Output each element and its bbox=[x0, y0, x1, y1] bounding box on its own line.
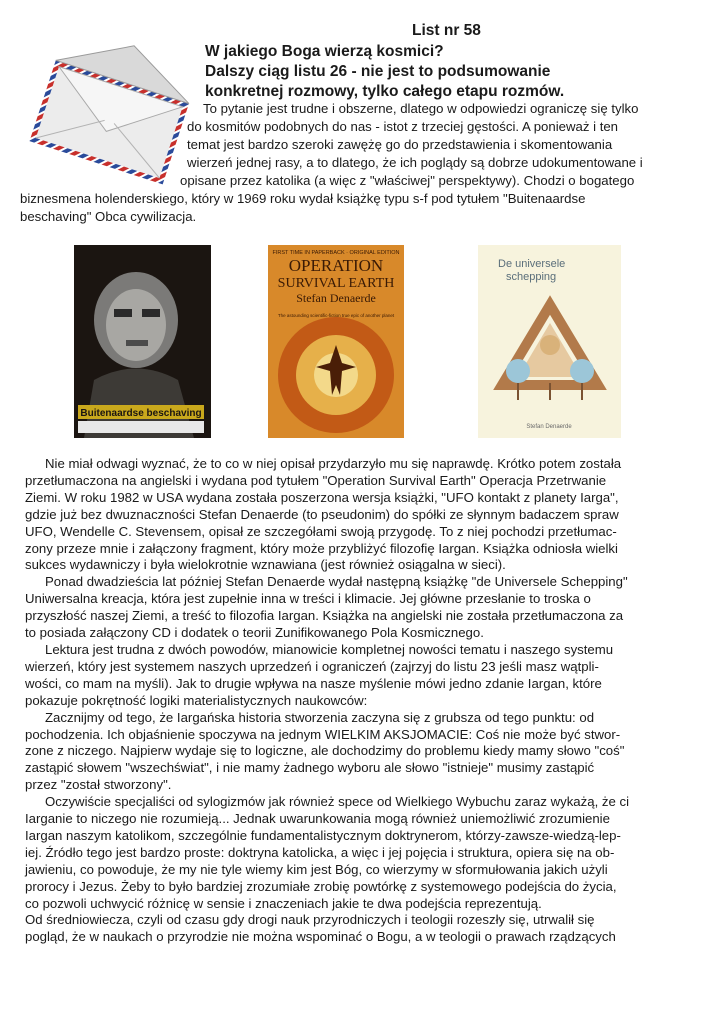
letter-title bbox=[205, 42, 705, 102]
text-line: pokazuje pokrętność logiki materialistycznych naukowców: bbox=[25, 692, 368, 708]
text-line: Oczywiście specjaliści od sylogizmów jak również spece od Wielkiego Wybuchu zaraz wykażą, że ci bbox=[45, 794, 630, 810]
text-line: pogląd, że w naukach o przyrodzie nie można wspominać o Bogu, a w teologii o prawach rządzących bbox=[25, 929, 616, 945]
text-line: To pytanie jest trudne i obszerne, dlatego w odpowiedzi ograniczę się tylko bbox=[203, 101, 639, 116]
text-line: UFO, Wendelle C. Stevensem, opisał ze szczegółami swoją przygodę. To z niej pochodzi przetłumac- bbox=[25, 523, 617, 539]
text-line: zony przeze mnie i załączony fragment, który może przybliżyć filozofię Iargan. Książka odniosła wielki bbox=[25, 540, 618, 556]
book2-tagline: The astounding scientific-fiction true epic of another planet bbox=[277, 313, 395, 318]
intro-paragraph bbox=[20, 100, 702, 226]
book2-title-1: OPERATION bbox=[288, 256, 384, 275]
book3-title-1: De universele bbox=[498, 258, 566, 270]
text-line: opisane przez katolika (a więc z "właściwej" perspektywy). Chodzi o bogatego bbox=[180, 173, 635, 188]
text-line: Iargan naszym katolikom, szczególnie fundamentalistycznym doktrynerom, którzy-zawsze-wiedzą-lep- bbox=[25, 827, 621, 843]
text-line: przez "został stworzony". bbox=[25, 777, 172, 793]
text-line: prorocy i Jezus. Żeby to było bardziej zrozumiałe zrobię powtórkę z systemowego podejścia do życia, bbox=[25, 878, 617, 894]
text-line: biznesmena holenderskiego, który w 1969 roku wydał książkę typu s-f pod tytułem "Buitenaardse bbox=[20, 191, 586, 206]
book1-title: Buitenaardse beschaving bbox=[80, 408, 202, 419]
title-line: konkretnej rozmowy, tylko całego etapu rozmów. bbox=[205, 83, 565, 100]
book-cover-buitenaardse bbox=[74, 245, 211, 438]
text-line: Nie miał odwagi wyznać, że to co w niej opisał przydarzyło mu się naprawdę. Krótko potem została bbox=[45, 456, 622, 471]
text-line: do kosmitów podobnych do nas - istot z trzeciej gęstości. A ponieważ i ten bbox=[187, 119, 619, 134]
book2-author: Stefan Denaerde bbox=[296, 291, 376, 305]
text-line: beschaving" Obca cywilizacja. bbox=[20, 209, 197, 224]
text-line: jawieniu, co powoduje, że my nie tyle wiemy kim jest Bóg, co wierzymy w sformułowania jakich użyli bbox=[25, 861, 608, 877]
text-line: przetłumaczona na angielski i wydana pod tytułem "Operation Survival Earth" Operacja Przetrwanie bbox=[25, 472, 607, 488]
text-line: przyszłość naszej Ziemi, a treść to filozofia Iargan. Książka na angielski nie została przetłumaczona za bbox=[25, 608, 624, 624]
title-line: W jakiego Boga wierzą kosmici? bbox=[205, 43, 444, 60]
text-line: pochodzenia. Ich objaśnienie spoczywa na jednym WIELKIM AKSJOMACIE: Coś nie może być stwor- bbox=[25, 726, 621, 742]
text-line: iej. Źródło tego jest bardzo proste: doktryna katolicka, a więc i jej pojęcia i struktura, opiera się na ob- bbox=[25, 844, 615, 860]
text-line: Lektura jest trudna z dwóch powodów, mianowicie kompletnej nowości tematu i naszego systemu bbox=[45, 641, 614, 657]
book3-author: Stefan Denaerde bbox=[526, 424, 572, 430]
text-line: co pozwoli uchwycić różnicę w sensie i znaczeniach jakie te dwa podejścia reprezentują. bbox=[25, 895, 542, 911]
book3-title-2: schepping bbox=[506, 271, 557, 283]
text-line: Iarganie to niczego nie rozumieją... Jednak uwarunkowania mogą również uniemożliwić zrozumienie bbox=[25, 811, 610, 827]
book2-title-2: SURVIVAL EARTH bbox=[277, 276, 395, 291]
book-cover-operation-survival-earth bbox=[268, 245, 404, 438]
book-cover-de-universele-schepping bbox=[478, 245, 621, 438]
text-line: Od średniowiecza, czyli od czasu gdy drogi nauk przyrodniczych i teologii rozeszły się, utrwalił się bbox=[25, 912, 595, 928]
text-line: wierzeń jednej rasy, a to dlatego, że ich poglądy są dobrze udokumentowane i bbox=[187, 155, 643, 170]
title-line: Dalszy ciąg listu 26 - nie jest to podsumowanie bbox=[205, 63, 551, 80]
letter-number: List nr 58 bbox=[412, 22, 481, 39]
text-line: Ziemi. W roku 1982 w USA wydana została poszerzona wersja książki, "UFO kontakt z planety Iarga", bbox=[25, 489, 619, 505]
book2-top-line: FIRST TIME IN PAPERBACK · ORIGINAL EDITION bbox=[272, 250, 400, 256]
body-text bbox=[25, 456, 703, 946]
text-line: Zacznijmy od tego, że Iargańska historia stworzenia zaczyna się z grubsza od tego punktu: od bbox=[45, 709, 595, 725]
text-line: Ponad dwadzieścia lat później Stefan Denaerde wydał następną książkę "de Universele Schepping" bbox=[45, 574, 628, 590]
text-line: Uniwersalna kreacja, która jest zupełnie inna w treści i klimacie. Jej główne przesłanie to troska o bbox=[25, 591, 591, 607]
text-line: sukces wydawniczy i była wielokrotnie wznawiana (jest również osiągalna w sieci). bbox=[25, 557, 506, 573]
text-line: wości, co mam na myśli). Jak to drugie wpływa na nasze myślenie mówi jedno zdanie Iargan, które bbox=[25, 675, 602, 691]
text-line: wierzeń, który jest systemem naszych uprzedzeń i ograniczeń (zajrzyj do listu 23 jeśli masz wątpli- bbox=[25, 658, 599, 674]
text-line: temat jest bardzo szeroki zawężę go do przedstawienia i skomentowania bbox=[187, 137, 613, 152]
text-line: gdzie już bez dwuznaczności Stefan Denaerde (to pseudonim) do spółki ze słynnym badaczem spraw bbox=[25, 506, 619, 522]
text-line: zone z niczego. Najpierw wydaje się to logiczne, ale dochodzimy do problemu kiedy mamy słowo "coś" bbox=[25, 743, 625, 759]
text-line: to posiada załączony CD i dodatek o teorii Zunifikowanego Pola Kosmicznego. bbox=[25, 625, 484, 641]
text-line: zastąpić słowem "wszechświat", i nie mamy żadnego wyboru ale słowo "istnieje" musimy zastąpić bbox=[25, 760, 595, 776]
